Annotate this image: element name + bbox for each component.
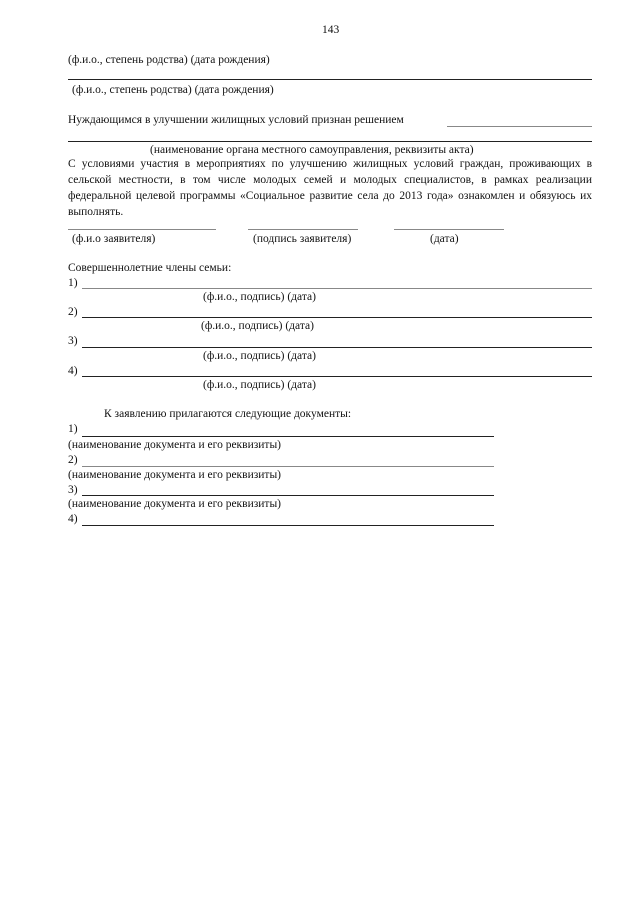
adult-member-number: 2): [68, 306, 78, 318]
document-caption: (наименование документа и его реквизиты): [68, 439, 281, 451]
adult-member-line: [82, 376, 592, 377]
applicant-signature-caption: (подпись заявителя): [253, 233, 352, 245]
adult-member-number: 4): [68, 365, 78, 377]
adult-member-number: 1): [68, 277, 78, 289]
document-line: [82, 495, 494, 496]
adult-member-number: 3): [68, 335, 78, 347]
relative-line-2: [68, 79, 592, 80]
applicant-signature-line: [248, 229, 358, 230]
decision-line-full: [68, 141, 592, 142]
document-caption: (наименование документа и его реквизиты): [68, 498, 281, 510]
applicant-date-line: [394, 229, 504, 230]
adult-member-caption: (ф.и.о., подпись) (дата): [203, 291, 316, 303]
document-line: [82, 466, 494, 467]
adult-member-line: [82, 317, 592, 318]
documents-heading: К заявлению прилагаются следующие документы:: [104, 408, 352, 420]
applicant-name-caption: (ф.и.о заявителя): [72, 233, 156, 245]
adult-members-heading: Совершеннолетние члены семьи:: [68, 262, 232, 274]
document-caption: (наименование документа и его реквизиты): [68, 469, 281, 481]
relative-caption-1: (ф.и.о., степень родства) (дата рождения): [68, 54, 270, 66]
adult-member-line: [82, 347, 592, 348]
applicant-date-caption: (дата): [430, 233, 459, 245]
decision-caption: (наименование органа местного самоуправления, реквизиты акта): [150, 144, 474, 156]
applicant-name-line: [68, 229, 216, 230]
document-number: 1): [68, 423, 78, 435]
conditions-paragraph: С условиями участия в мероприятиях по улучшению жилищных условий граждан, проживающих в сельской местности, в том числе молодых семей и молодых специалистов, в рамках реализации федеральной целевой программы «Социальное развитие села до 2013 года» ознакомлен и обязуюсь их выполнять.: [68, 158, 592, 218]
document-number: 2): [68, 454, 78, 466]
page-number: 143: [322, 24, 340, 36]
adult-member-caption: (ф.и.о., подпись) (дата): [201, 320, 314, 332]
document-line: [82, 525, 494, 526]
decision-text: Нуждающимся в улучшении жилищных условий признан решением: [68, 114, 404, 126]
document-number: 3): [68, 484, 78, 496]
adult-member-line: [82, 288, 592, 289]
document-number: 4): [68, 513, 78, 525]
relative-caption-2: (ф.и.о., степень родства) (дата рождения): [72, 84, 274, 96]
decision-line-inline: [447, 126, 592, 127]
adult-member-caption: (ф.и.о., подпись) (дата): [203, 350, 316, 362]
adult-member-caption: (ф.и.о., подпись) (дата): [203, 379, 316, 391]
document-line: [82, 436, 494, 437]
